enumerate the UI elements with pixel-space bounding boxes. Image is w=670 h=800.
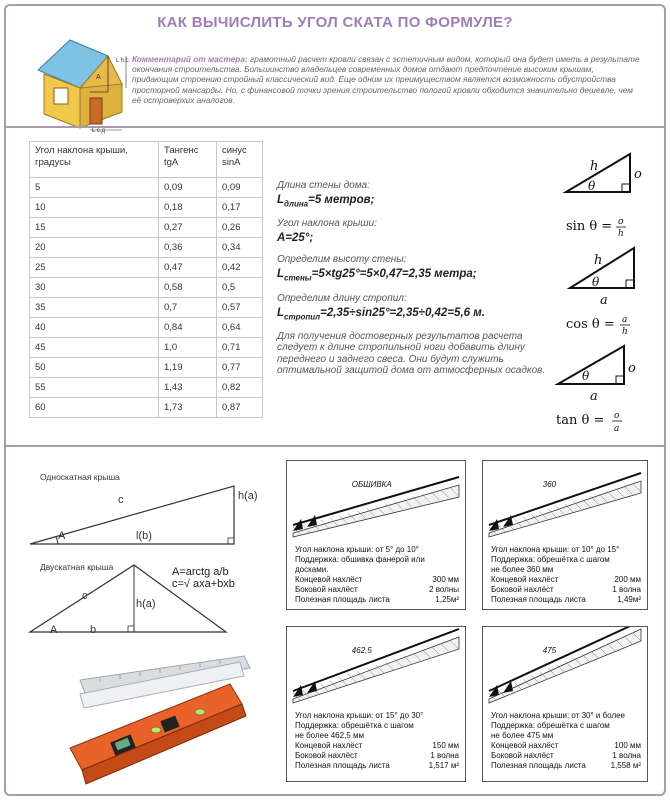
cell-sine: 0,57 [217, 298, 263, 318]
spec-row [491, 721, 641, 731]
cell-sine: 0,34 [217, 238, 263, 258]
spec-row [295, 575, 459, 585]
spec-label: Полезная площадь листа [491, 595, 586, 604]
cell-angle: 25 [30, 258, 159, 278]
tri3-o: o [628, 361, 636, 376]
cell-tangent: 1,73 [159, 398, 217, 418]
sin-num: o [618, 217, 624, 227]
table-row [30, 298, 263, 318]
double-slope-title: Двускатная крыша [40, 562, 114, 572]
spec-label: Концевой нахлёст [491, 741, 559, 750]
table-row [30, 338, 263, 358]
cell-angle: 40 [30, 318, 159, 338]
roof-angle-label: Угол наклона крыши: [277, 218, 377, 230]
spec-row [491, 711, 641, 721]
tri2-h: h [594, 253, 603, 268]
cell-sine: 0,71 [217, 338, 263, 358]
spec-value: 1,558 м² [610, 761, 641, 770]
cell-angle: 50 [30, 358, 159, 378]
spec-label: Боковой нахлёст [295, 751, 358, 760]
cell-sine: 0,77 [217, 358, 263, 378]
house-angle-label: A [96, 74, 101, 81]
table-row [30, 378, 263, 398]
table-row [30, 358, 263, 378]
divider-bottom [4, 445, 666, 447]
figure-specs [295, 711, 459, 771]
cell-tangent: 0,18 [159, 198, 217, 218]
cos-den: h [622, 327, 628, 337]
cell-angle: 20 [30, 238, 159, 258]
single-lb-label: l(b) [136, 530, 152, 542]
cell-tangent: 0,84 [159, 318, 217, 338]
spec-row [491, 585, 641, 595]
cell-tangent: 0,36 [159, 238, 217, 258]
cos-num: a [622, 315, 628, 325]
double-c-label: c [82, 590, 88, 602]
single-ha-label: h(a) [238, 490, 258, 502]
cell-tangent: 0,7 [159, 298, 217, 318]
cell-sine: 0,17 [217, 198, 263, 218]
spec-label: Поддержка: обшивка фанерой или [295, 555, 425, 564]
cell-sine: 0,87 [217, 398, 263, 418]
spec-row [491, 565, 641, 575]
spec-label: Поддержка: обрешётка с шагом [295, 721, 414, 730]
spec-label: Угол наклона крыши: от 15° до 30° [295, 711, 424, 720]
spec-value: 1 волна [430, 751, 459, 760]
table-header-row [30, 142, 263, 178]
cell-sine: 0,42 [217, 258, 263, 278]
tan-den: a [614, 424, 620, 434]
tri2-a: a [600, 293, 608, 308]
spec-label: не более 475 мм [491, 731, 554, 740]
wall-height-formula: $L_{стены}=5\times tg25^\circ=5\times 0,47=2,35$ метра; [277, 268, 477, 283]
spec-row [491, 555, 641, 565]
calculation-note: Для получения достоверных результатов расчета следует к длине стропильной ноги добавить длину переднего и заднего свеса. Они будут служить оптимальной защитой дома от атмосферных осадков. [277, 330, 546, 377]
spec-label: Угол наклона крыши: от 30° и более [491, 711, 626, 720]
house-illustration [30, 32, 140, 132]
house-height-label: L h.c [116, 58, 129, 64]
tri1-o: o [634, 167, 642, 182]
spec-label: Полезная площадь листа [491, 761, 586, 770]
spec-label: Полезная площадь листа [295, 761, 390, 770]
spec-row [295, 741, 459, 751]
spec-label: Полезная площадь листа [295, 595, 390, 604]
spec-label: не более 360 мм [491, 565, 554, 574]
wall-length-label: Длина стены дома: [277, 180, 370, 191]
trig-triangles [548, 148, 658, 438]
roofing-figure-3 [286, 626, 466, 782]
spec-row [491, 761, 641, 771]
cell-tangent: 1,43 [159, 378, 217, 398]
spec-label: Концевой нахлёст [491, 575, 559, 584]
cell-tangent: 0,09 [159, 178, 217, 198]
figure-specs [295, 545, 459, 605]
spec-label: Боковой нахлёст [295, 585, 358, 594]
cell-sine: 0,09 [217, 178, 263, 198]
cell-sine: 0,82 [217, 378, 263, 398]
comment-lead: Комментарий от мастера: [132, 54, 248, 64]
spec-value: 2 волны [429, 585, 459, 594]
comment-text: грамотный расчет кровли связан с эстетичным видом, который она будет иметь в результате окончания строительства. Большинство владельцев современных домов отдают предпочтение высоким крышам, придающим строению стройный классический вид. Еще одним их преимуществом является возможность обустройства просторной мансарды. Но, с финансовой точки зрения строительство пологой кровли обходится значительно дешевле, чем её островерхих аналогов. [132, 54, 640, 105]
cell-tangent: 1,19 [159, 358, 217, 378]
cell-tangent: 1,0 [159, 338, 217, 358]
level-tool-illustration [60, 650, 260, 795]
spec-row [491, 741, 641, 751]
spec-row [491, 731, 641, 741]
cell-sine: 0,5 [217, 278, 263, 298]
cell-angle: 45 [30, 338, 159, 358]
figure-specs [491, 711, 641, 771]
spec-label: Поддержка: обрешётка с шагом [491, 555, 610, 564]
spec-row [295, 721, 459, 731]
cell-angle: 5 [30, 178, 159, 198]
spec-label: Боковой нахлёст [491, 751, 554, 760]
cell-sine: 0,26 [217, 218, 263, 238]
cell-angle: 35 [30, 298, 159, 318]
cell-tangent: 0,27 [159, 218, 217, 238]
spec-label: Угол наклона крыши: от 10° до 15° [491, 545, 620, 554]
roof-diagrams [10, 460, 280, 650]
spec-value: 1 волна [612, 585, 641, 594]
cell-angle: 10 [30, 198, 159, 218]
figure-top-label: ОБШИВКА [351, 480, 392, 489]
cell-tangent: 0,58 [159, 278, 217, 298]
spec-row [295, 565, 459, 575]
spec-value: 1 волна [612, 751, 641, 760]
roofing-figure-2 [482, 460, 648, 610]
spec-row [491, 545, 641, 555]
header-angle: Угол наклона крыши, градусы [30, 142, 159, 178]
spec-row [295, 731, 459, 741]
figure-top-label: 462,5 [351, 646, 372, 655]
single-a-label: A [58, 530, 66, 542]
table-row [30, 318, 263, 338]
spec-row [491, 575, 641, 585]
tri3-a: a [590, 389, 598, 404]
spec-label: досками. [295, 565, 329, 574]
roof-section-drawing [287, 627, 465, 707]
house-length-label: L c.д [92, 128, 105, 134]
spec-label: Поддержка: обрешётка с шагом [491, 721, 610, 730]
header-sine: синус sinA [217, 142, 263, 178]
table-row [30, 278, 263, 298]
spec-value: 200 мм [614, 575, 641, 584]
single-c-label: c [118, 494, 124, 506]
spec-label: Боковой нахлёст [491, 585, 554, 594]
table-row [30, 198, 263, 218]
sin-label: sin θ = [566, 219, 613, 234]
spec-value: 1,517 м² [428, 761, 459, 770]
divider-top [4, 126, 666, 128]
tri1-h: h [590, 159, 599, 174]
spec-value: 150 мм [432, 741, 459, 750]
single-slope-title: Односкатная крыша [40, 472, 120, 482]
cell-angle: 60 [30, 398, 159, 418]
sin-den: h [618, 229, 624, 239]
spec-row [295, 555, 459, 565]
spec-row [295, 751, 459, 761]
roof-section-drawing [483, 627, 647, 707]
rafter-length-formula: $L_{стропил}=2,35\div\sin 25^\circ=2,35\div 0,42=5,6$ м. [277, 306, 485, 321]
spec-row [295, 761, 459, 771]
cell-sine: 0,64 [217, 318, 263, 338]
rafter-length-label: Определим длину стропил: [277, 292, 407, 304]
figure-specs [491, 545, 641, 605]
cell-angle: 30 [30, 278, 159, 298]
roof-section-drawing [483, 461, 647, 541]
roofing-figure-4 [482, 626, 648, 782]
spec-row [295, 595, 459, 605]
wall-height-label: Определим высоту стены: [277, 254, 407, 266]
table-row [30, 258, 263, 278]
tan-label: tan θ = [556, 413, 605, 428]
tri2-theta: θ [592, 275, 600, 289]
double-b-label: b [90, 624, 97, 636]
roofing-figure-1 [286, 460, 466, 610]
spec-row [295, 711, 459, 721]
master-comment [132, 54, 642, 105]
tan-num: o [614, 411, 620, 421]
spec-row [491, 751, 641, 761]
double-a-label: A [50, 624, 58, 636]
tri3-theta: θ [582, 369, 590, 383]
spec-value: 1,49м² [617, 595, 641, 604]
cell-angle: 15 [30, 218, 159, 238]
spec-row [295, 545, 459, 555]
spec-label: Концевой нахлёст [295, 575, 363, 584]
table-row [30, 178, 263, 198]
angle-formula: A=arctg a/b c=√ axa+bxb [172, 566, 235, 590]
header-tangent: Тангенс tgA [159, 142, 217, 178]
spec-label: Угол наклона крыши: от 5° до 10° [295, 545, 419, 554]
cell-tangent: 0,47 [159, 258, 217, 278]
table-row [30, 398, 263, 418]
roof-angle-formula: A=25°; [277, 232, 314, 245]
calculation-block [277, 180, 547, 377]
spec-value: 100 мм [614, 741, 641, 750]
wall-length-formula: $L_{длина}=5$ метров; [277, 194, 375, 209]
page-title: КАК ВЫЧИСЛИТЬ УГОЛ СКАТА ПО ФОРМУЛЕ? [157, 14, 513, 31]
tri1-theta: θ [588, 179, 596, 193]
spec-row [295, 585, 459, 595]
double-ha-label: h(a) [136, 598, 156, 610]
angle-table [29, 141, 263, 418]
spec-value: 1,25м² [435, 595, 459, 604]
cell-angle: 55 [30, 378, 159, 398]
spec-label: не более 462,5 мм [295, 731, 364, 740]
spec-row [491, 595, 641, 605]
roof-section-drawing [287, 461, 465, 541]
figure-top-label: 360 [542, 480, 557, 489]
table-row [30, 238, 263, 258]
table-row [30, 218, 263, 238]
cos-label: cos θ = [566, 317, 615, 332]
figure-top-label: 475 [542, 646, 557, 655]
spec-label: Концевой нахлёст [295, 741, 363, 750]
spec-value: 300 мм [432, 575, 459, 584]
